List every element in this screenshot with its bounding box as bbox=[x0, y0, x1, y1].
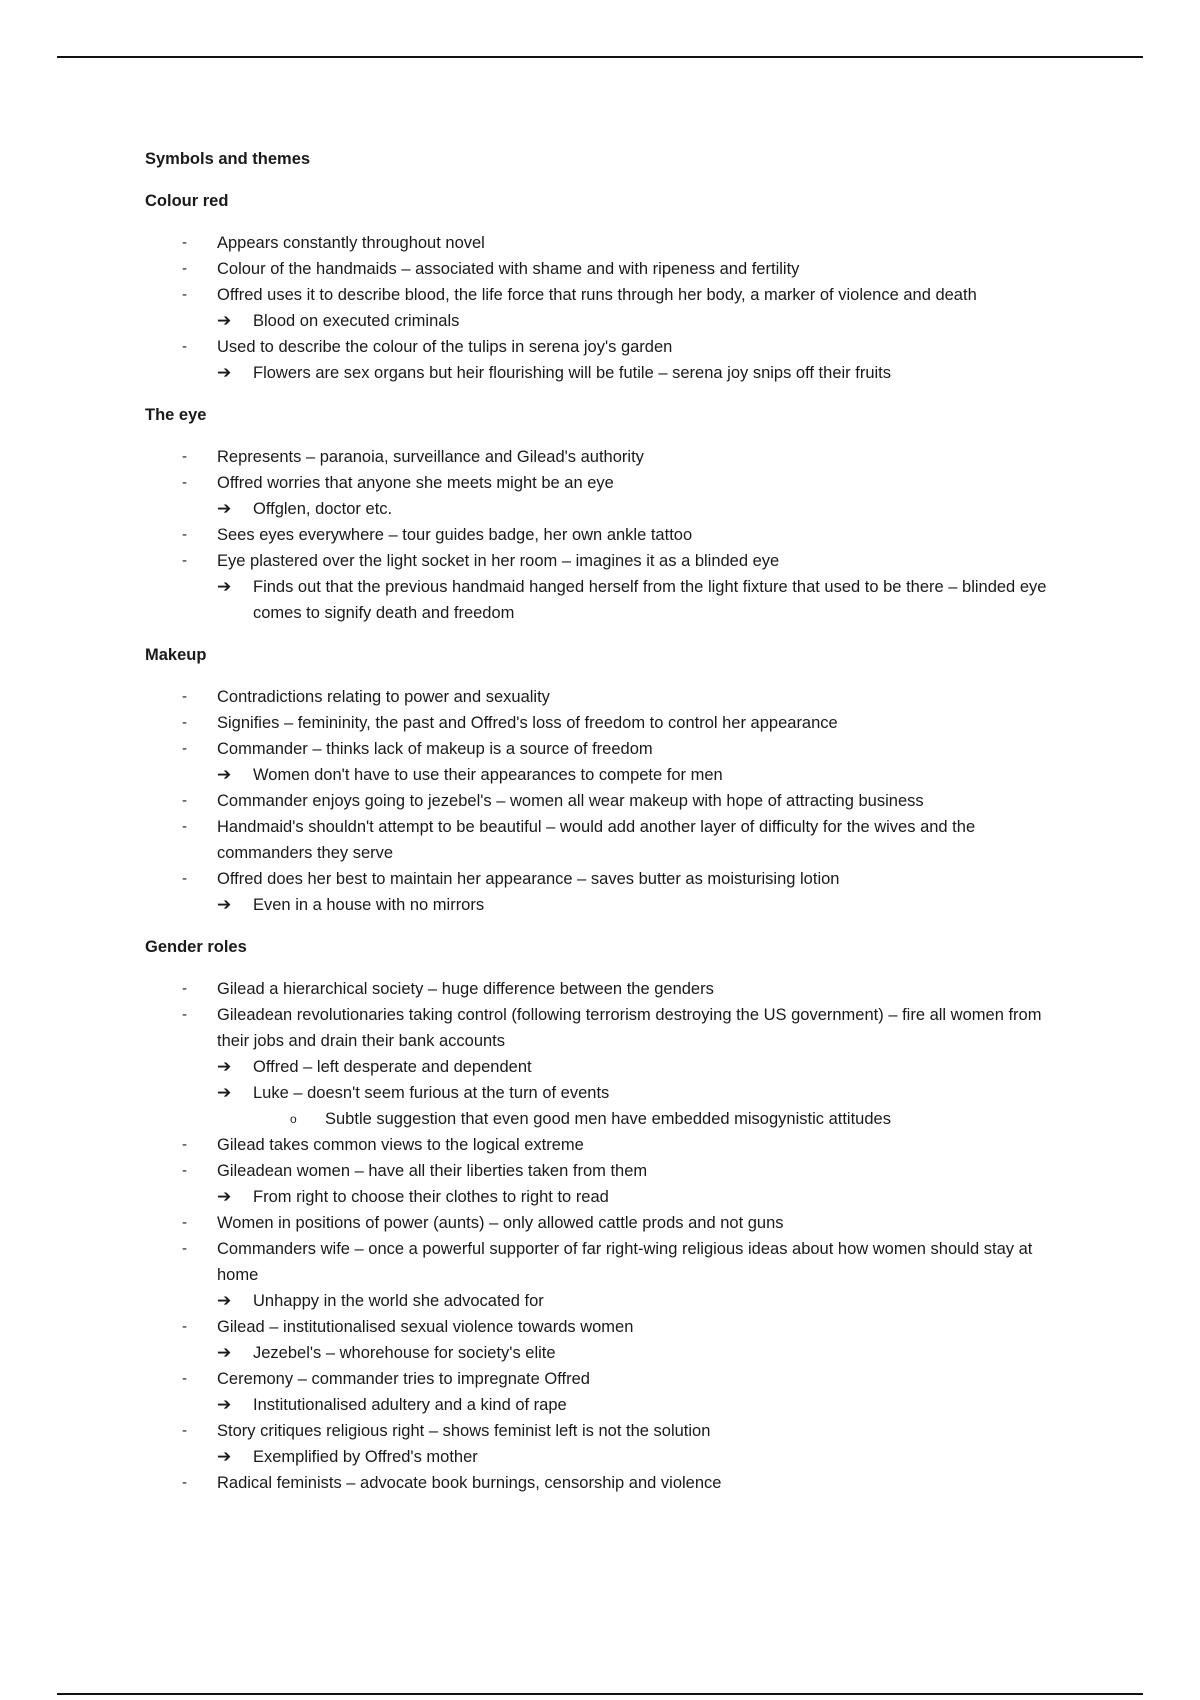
bullet-item bbox=[145, 866, 1075, 892]
item-text: Eye plastered over the light socket in her room – imagines it as a blinded eye bbox=[217, 552, 780, 570]
item-text: Offred does her best to maintain her appearance – saves butter as moisturising lotion bbox=[217, 870, 840, 888]
item-text: Ceremony – commander tries to impregnate Offred bbox=[217, 1370, 590, 1388]
item-text: Offred – left desperate and dependent bbox=[253, 1058, 532, 1076]
bullet-item bbox=[145, 230, 1075, 256]
item-text: Institutionalised adultery and a kind of rape bbox=[253, 1396, 567, 1414]
bullet-list bbox=[145, 230, 1075, 386]
dash-marker-icon: - bbox=[182, 448, 187, 465]
item-text: Commander – thinks lack of makeup is a source of freedom bbox=[217, 740, 653, 758]
bullet-item bbox=[145, 788, 1075, 814]
dash-marker-icon: - bbox=[182, 740, 187, 757]
item-text: Gileadean women – have all their liberties taken from them bbox=[217, 1162, 648, 1180]
arrow-sub-item bbox=[145, 892, 1075, 918]
dash-marker-icon: - bbox=[182, 286, 187, 303]
item-text: Women don't have to use their appearances to compete for men bbox=[253, 766, 723, 784]
dash-marker-icon: - bbox=[182, 1006, 187, 1023]
item-text: Offred uses it to describe blood, the life force that runs through her body, a marker of violence and death bbox=[217, 286, 977, 304]
item-text: Handmaid's shouldn't attempt to be beautiful – would add another layer of difficulty for the wives and the commanders they serve bbox=[217, 818, 976, 862]
dash-marker-icon: - bbox=[182, 1214, 187, 1231]
bullet-item bbox=[145, 522, 1075, 548]
item-text: Jezebel's – whorehouse for society's elite bbox=[253, 1344, 556, 1362]
dash-marker-icon: - bbox=[182, 526, 187, 543]
dash-marker-icon: - bbox=[182, 714, 187, 731]
section-heading: Colour red bbox=[145, 192, 229, 210]
arrow-right-icon: ➔ bbox=[217, 895, 232, 914]
bullet-item bbox=[145, 256, 1075, 282]
dash-marker-icon: - bbox=[182, 870, 187, 887]
item-text: Offred worries that anyone she meets might be an eye bbox=[217, 474, 614, 492]
arrow-right-icon: ➔ bbox=[217, 363, 232, 382]
dash-marker-icon: - bbox=[182, 1370, 187, 1387]
section-heading: Gender roles bbox=[145, 938, 247, 956]
arrow-sub-item bbox=[145, 762, 1075, 788]
item-text: Gileadean revolutionaries taking control (following terrorism destroying the US government) – fire all women from their jobs and drain their bank accounts bbox=[217, 1006, 1042, 1050]
arrow-sub-item bbox=[145, 1080, 1075, 1106]
arrow-right-icon: ➔ bbox=[217, 1083, 232, 1102]
item-text: Women in positions of power (aunts) – only allowed cattle prods and not guns bbox=[217, 1214, 784, 1232]
bullet-item bbox=[145, 1366, 1075, 1392]
item-text: Offglen, doctor etc. bbox=[253, 500, 393, 518]
bullet-item bbox=[145, 1418, 1075, 1444]
arrow-right-icon: ➔ bbox=[217, 765, 232, 784]
item-text: Even in a house with no mirrors bbox=[253, 896, 485, 914]
dash-marker-icon: - bbox=[182, 1422, 187, 1439]
item-text: Used to describe the colour of the tulips in serena joy's garden bbox=[217, 338, 673, 356]
bullet-item bbox=[145, 1236, 1075, 1288]
bullet-list bbox=[145, 444, 1075, 626]
dash-marker-icon: - bbox=[182, 552, 187, 569]
dash-marker-icon: - bbox=[182, 1136, 187, 1153]
bullet-item bbox=[145, 1470, 1075, 1496]
arrow-right-icon: ➔ bbox=[217, 1447, 232, 1466]
bullet-item bbox=[145, 444, 1075, 470]
arrow-right-icon: ➔ bbox=[217, 1395, 232, 1414]
bullet-item bbox=[145, 736, 1075, 762]
item-text: Radical feminists – advocate book burnings, censorship and violence bbox=[217, 1474, 722, 1492]
bullet-list bbox=[145, 976, 1075, 1496]
item-text: Flowers are sex organs but heir flourishing will be futile – serena joy snips off their fruits bbox=[253, 364, 891, 382]
arrow-sub-item bbox=[145, 1288, 1075, 1314]
item-text: Appears constantly throughout novel bbox=[217, 234, 485, 252]
bullet-item bbox=[145, 1002, 1075, 1054]
bullet-item bbox=[145, 470, 1075, 496]
dash-marker-icon: - bbox=[182, 1474, 187, 1491]
bullet-item bbox=[145, 684, 1075, 710]
dash-marker-icon: - bbox=[182, 792, 187, 809]
item-text: Exemplified by Offred's mother bbox=[253, 1448, 478, 1466]
document-body bbox=[145, 146, 1075, 1512]
circle-sub-item bbox=[145, 1106, 1075, 1132]
item-text: Gilead takes common views to the logical extreme bbox=[217, 1136, 584, 1154]
dash-marker-icon: - bbox=[182, 338, 187, 355]
bullet-list bbox=[145, 684, 1075, 918]
item-text: From right to choose their clothes to right to read bbox=[253, 1188, 609, 1206]
dash-marker-icon: - bbox=[182, 474, 187, 491]
arrow-right-icon: ➔ bbox=[217, 1343, 232, 1362]
item-text: Luke – doesn't seem furious at the turn of events bbox=[253, 1084, 610, 1102]
arrow-sub-item bbox=[145, 496, 1075, 522]
bullet-item bbox=[145, 1158, 1075, 1184]
item-text: Contradictions relating to power and sexuality bbox=[217, 688, 550, 706]
bottom-rule bbox=[57, 1693, 1143, 1695]
arrow-sub-item bbox=[145, 1054, 1075, 1080]
dash-marker-icon: - bbox=[182, 1318, 187, 1335]
item-text: Gilead a hierarchical society – huge difference between the genders bbox=[217, 980, 714, 998]
item-text: Commanders wife – once a powerful supporter of far right-wing religious ideas about how women should stay at home bbox=[217, 1240, 1033, 1284]
bullet-item bbox=[145, 282, 1075, 308]
arrow-right-icon: ➔ bbox=[217, 1291, 232, 1310]
bullet-item bbox=[145, 548, 1075, 574]
item-text: Signifies – femininity, the past and Offred's loss of freedom to control her appearance bbox=[217, 714, 838, 732]
dash-marker-icon: - bbox=[182, 818, 187, 835]
bullet-item bbox=[145, 1314, 1075, 1340]
dash-marker-icon: - bbox=[182, 688, 187, 705]
arrow-sub-item bbox=[145, 1392, 1075, 1418]
item-text: Finds out that the previous handmaid hanged herself from the light fixture that used to be there – blinded eye comes to signify death and freedom bbox=[253, 578, 1047, 622]
arrow-right-icon: ➔ bbox=[217, 1187, 232, 1206]
arrow-sub-item bbox=[145, 1340, 1075, 1366]
item-text: Sees eyes everywhere – tour guides badge, her own ankle tattoo bbox=[217, 526, 693, 544]
arrow-sub-item bbox=[145, 1444, 1075, 1470]
bullet-item bbox=[145, 334, 1075, 360]
dash-marker-icon: - bbox=[182, 1162, 187, 1179]
bullet-item bbox=[145, 1132, 1075, 1158]
arrow-right-icon: ➔ bbox=[217, 311, 232, 330]
dash-marker-icon: - bbox=[182, 980, 187, 997]
arrow-sub-item bbox=[145, 1184, 1075, 1210]
item-text: Story critiques religious right – shows feminist left is not the solution bbox=[217, 1422, 711, 1440]
bullet-item bbox=[145, 1210, 1075, 1236]
arrow-right-icon: ➔ bbox=[217, 499, 232, 518]
arrow-right-icon: ➔ bbox=[217, 1057, 232, 1076]
bullet-item bbox=[145, 814, 1075, 866]
item-text: Blood on executed criminals bbox=[253, 312, 460, 330]
item-text: Represents – paranoia, surveillance and Gilead's authority bbox=[217, 448, 644, 466]
dash-marker-icon: - bbox=[182, 1240, 187, 1257]
dash-marker-icon: - bbox=[182, 234, 187, 251]
document-title: Symbols and themes bbox=[145, 150, 311, 168]
bullet-item bbox=[145, 976, 1075, 1002]
item-text: Unhappy in the world she advocated for bbox=[253, 1292, 544, 1310]
arrow-sub-item bbox=[145, 360, 1075, 386]
item-text: Commander enjoys going to jezebel's – women all wear makeup with hope of attracting business bbox=[217, 792, 924, 810]
circle-marker-icon: o bbox=[290, 1112, 297, 1126]
section-heading: The eye bbox=[145, 406, 207, 424]
section-heading: Makeup bbox=[145, 646, 207, 664]
bullet-item bbox=[145, 710, 1075, 736]
dash-marker-icon: - bbox=[182, 260, 187, 277]
item-text: Gilead – institutionalised sexual violence towards women bbox=[217, 1318, 634, 1336]
item-text: Subtle suggestion that even good men have embedded misogynistic attitudes bbox=[325, 1110, 891, 1128]
arrow-sub-item bbox=[145, 308, 1075, 334]
top-rule bbox=[57, 56, 1143, 58]
arrow-right-icon: ➔ bbox=[217, 577, 232, 596]
item-text: Colour of the handmaids – associated with shame and with ripeness and fertility bbox=[217, 260, 800, 278]
arrow-sub-item bbox=[145, 574, 1075, 626]
